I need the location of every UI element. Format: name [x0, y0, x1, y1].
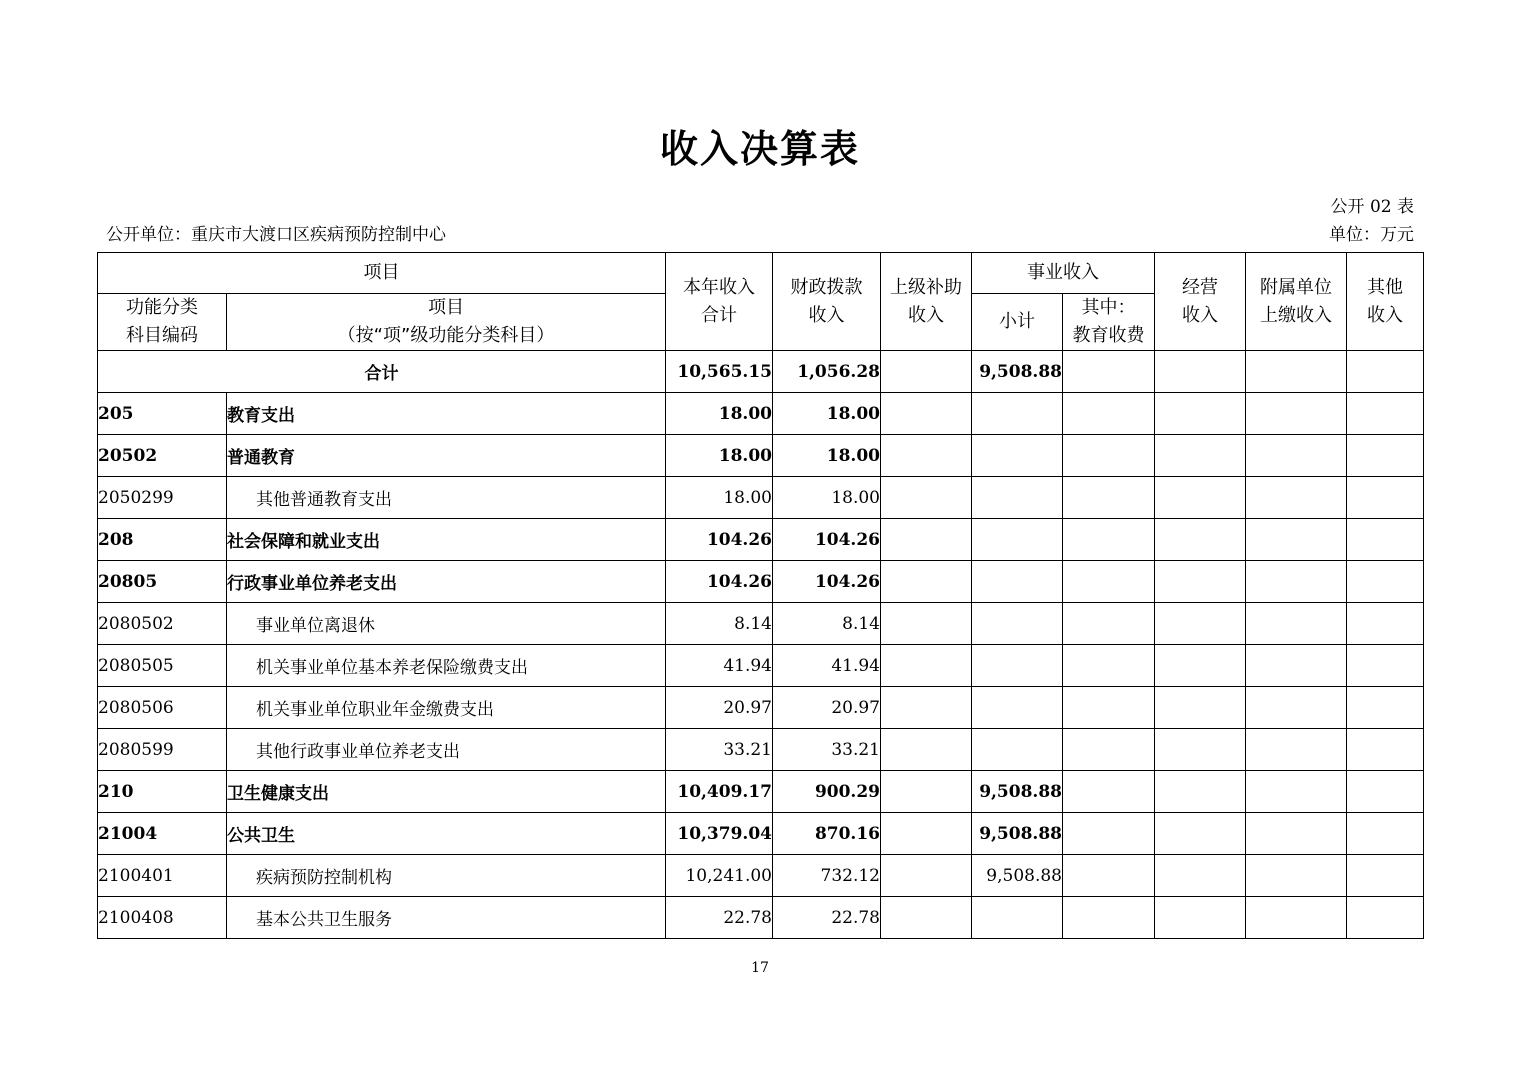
- function-code-cell: 208: [98, 519, 227, 561]
- function-code-cell: 20805: [98, 561, 227, 603]
- unit-of-measure: 单位：万元: [1329, 225, 1414, 245]
- total-cell: 10,379.04: [666, 813, 773, 855]
- item-name-cell: 基本公共卫生服务: [227, 897, 666, 939]
- table-row: [98, 603, 1424, 645]
- item-name-cell: 行政事业单位养老支出: [227, 561, 666, 603]
- other-cell: [1347, 729, 1424, 771]
- function-code-cell: 20502: [98, 435, 227, 477]
- operating-cell: [1155, 687, 1246, 729]
- header-project: 项目: [98, 253, 666, 294]
- total-cell: 10,241.00: [666, 855, 773, 897]
- edu-fee-cell: [1063, 477, 1155, 519]
- table-row: [98, 519, 1424, 561]
- other-cell: [1347, 393, 1424, 435]
- fiscal-cell: 104.26: [773, 561, 881, 603]
- table-row: [98, 771, 1424, 813]
- function-code-cell: 21004: [98, 813, 227, 855]
- header-item-name: 项目 （按“项”级功能分类科目）: [227, 294, 666, 351]
- header-operating-income: 经营 收入: [1155, 253, 1246, 351]
- table-row: [98, 393, 1424, 435]
- operating-cell: [1155, 897, 1246, 939]
- affiliated-cell: [1246, 519, 1347, 561]
- fiscal-cell: 33.21: [773, 729, 881, 771]
- header-subtotal: 小计: [972, 294, 1063, 351]
- superior-cell: [881, 435, 972, 477]
- reporting-unit: 公开单位：重庆市大渡口区疾病预防控制中心: [106, 225, 446, 245]
- subtotal-cell: [972, 393, 1063, 435]
- superior-cell: [881, 561, 972, 603]
- item-name-cell: 机关事业单位基本养老保险缴费支出: [227, 645, 666, 687]
- item-name-cell: 机关事业单位职业年金缴费支出: [227, 687, 666, 729]
- total-cell: 10,409.17: [666, 771, 773, 813]
- superior-cell: [881, 771, 972, 813]
- form-number: 公开 02 表: [1330, 197, 1414, 217]
- affiliated-cell: [1246, 855, 1347, 897]
- item-name-cell: 教育支出: [227, 393, 666, 435]
- other-cell: [1347, 897, 1424, 939]
- operating-cell: [1155, 519, 1246, 561]
- table-row: [98, 897, 1424, 939]
- item-name-cell: 社会保障和就业支出: [227, 519, 666, 561]
- edu-fee-cell: [1063, 813, 1155, 855]
- superior-cell: [881, 603, 972, 645]
- function-code-cell: 2080502: [98, 603, 227, 645]
- edu-fee-cell: [1063, 729, 1155, 771]
- header-other-income: 其他 收入: [1347, 253, 1424, 351]
- page-title: 收入决算表: [659, 127, 860, 171]
- other-cell: [1347, 519, 1424, 561]
- subtotal-cell: [972, 603, 1063, 645]
- fiscal-cell: 870.16: [773, 813, 881, 855]
- item-name-cell: 普通教育: [227, 435, 666, 477]
- fiscal-cell: 18.00: [773, 435, 881, 477]
- other-cell: [1347, 603, 1424, 645]
- superior-cell: [881, 645, 972, 687]
- subtotal-cell: [972, 477, 1063, 519]
- function-code-cell: 2080599: [98, 729, 227, 771]
- subtotal-cell: [972, 645, 1063, 687]
- total-row: [98, 351, 1424, 393]
- superior-cell: [881, 855, 972, 897]
- total-cell: 104.26: [666, 561, 773, 603]
- operating-cell: [1155, 477, 1246, 519]
- other-cell: [1347, 561, 1424, 603]
- affiliated-cell: [1246, 603, 1347, 645]
- table-row: [98, 645, 1424, 687]
- header-affiliated-income: 附属单位 上缴收入: [1246, 253, 1347, 351]
- header-education-fee: 其中： 教育收费: [1063, 294, 1155, 351]
- fiscal-cell: 104.26: [773, 519, 881, 561]
- operating-cell: [1155, 561, 1246, 603]
- affiliated-cell: [1246, 897, 1347, 939]
- total-cell: 8.14: [666, 603, 773, 645]
- other-cell: [1347, 687, 1424, 729]
- fiscal-cell: 900.29: [773, 771, 881, 813]
- header-fiscal-appropriation: 财政拨款 收入: [773, 253, 881, 351]
- fiscal-cell: 22.78: [773, 897, 881, 939]
- function-code-cell: 2100401: [98, 855, 227, 897]
- table-row: [98, 561, 1424, 603]
- subtotal-cell: 9,508.88: [972, 771, 1063, 813]
- total-cell: 20.97: [666, 687, 773, 729]
- table-row: [98, 687, 1424, 729]
- subtotal-cell: [972, 687, 1063, 729]
- item-name-cell: 卫生健康支出: [227, 771, 666, 813]
- affiliated-cell: [1246, 393, 1347, 435]
- operating-cell: [1155, 645, 1246, 687]
- edu-fee-cell: [1063, 771, 1155, 813]
- function-code-cell: 2050299: [98, 477, 227, 519]
- total-edu-fee-cell: [1063, 351, 1155, 393]
- header-superior-subsidy: 上级补助 收入: [881, 253, 972, 351]
- fiscal-cell: 18.00: [773, 393, 881, 435]
- superior-cell: [881, 519, 972, 561]
- other-cell: [1347, 771, 1424, 813]
- item-name-cell: 事业单位离退休: [227, 603, 666, 645]
- function-code-cell: 2100408: [98, 897, 227, 939]
- affiliated-cell: [1246, 645, 1347, 687]
- operating-cell: [1155, 855, 1246, 897]
- item-name-cell: 其他普通教育支出: [227, 477, 666, 519]
- subtotal-cell: 9,508.88: [972, 855, 1063, 897]
- table-row: [98, 729, 1424, 771]
- header-business-income: 事业收入: [972, 253, 1155, 294]
- operating-cell: [1155, 729, 1246, 771]
- operating-cell: [1155, 393, 1246, 435]
- page-number: 17: [751, 960, 769, 976]
- item-name-cell: 公共卫生: [227, 813, 666, 855]
- total-operating-cell: [1155, 351, 1246, 393]
- superior-cell: [881, 687, 972, 729]
- subtotal-cell: [972, 561, 1063, 603]
- edu-fee-cell: [1063, 561, 1155, 603]
- edu-fee-cell: [1063, 855, 1155, 897]
- operating-cell: [1155, 813, 1246, 855]
- operating-cell: [1155, 771, 1246, 813]
- affiliated-cell: [1246, 729, 1347, 771]
- total-cell: 104.26: [666, 519, 773, 561]
- header-function-code: 功能分类 科目编码: [98, 294, 227, 351]
- affiliated-cell: [1246, 771, 1347, 813]
- edu-fee-cell: [1063, 603, 1155, 645]
- total-subtotal-cell: 9,508.88: [972, 351, 1063, 393]
- total-other-cell: [1347, 351, 1424, 393]
- affiliated-cell: [1246, 435, 1347, 477]
- total-cell: 18.00: [666, 435, 773, 477]
- other-cell: [1347, 645, 1424, 687]
- fiscal-cell: 41.94: [773, 645, 881, 687]
- fiscal-cell: 18.00: [773, 477, 881, 519]
- other-cell: [1347, 477, 1424, 519]
- total-cell: 41.94: [666, 645, 773, 687]
- total-income-cell: 10,565.15: [666, 351, 773, 393]
- function-code-cell: 2080506: [98, 687, 227, 729]
- edu-fee-cell: [1063, 687, 1155, 729]
- function-code-cell: 210: [98, 771, 227, 813]
- table-row: [98, 477, 1424, 519]
- superior-cell: [881, 729, 972, 771]
- fiscal-cell: 20.97: [773, 687, 881, 729]
- income-final-accounts-table: [97, 252, 1424, 939]
- other-cell: [1347, 855, 1424, 897]
- operating-cell: [1155, 603, 1246, 645]
- affiliated-cell: [1246, 687, 1347, 729]
- subtotal-cell: [972, 897, 1063, 939]
- item-name-cell: 疾病预防控制机构: [227, 855, 666, 897]
- superior-cell: [881, 897, 972, 939]
- total-cell: 18.00: [666, 393, 773, 435]
- affiliated-cell: [1246, 813, 1347, 855]
- table-row: [98, 813, 1424, 855]
- function-code-cell: 205: [98, 393, 227, 435]
- total-superior-cell: [881, 351, 972, 393]
- edu-fee-cell: [1063, 435, 1155, 477]
- subtotal-cell: [972, 729, 1063, 771]
- total-cell: 22.78: [666, 897, 773, 939]
- edu-fee-cell: [1063, 645, 1155, 687]
- total-cell: 33.21: [666, 729, 773, 771]
- total-cell: 18.00: [666, 477, 773, 519]
- subtotal-cell: [972, 435, 1063, 477]
- other-cell: [1347, 435, 1424, 477]
- item-name-cell: 其他行政事业单位养老支出: [227, 729, 666, 771]
- fiscal-cell: 8.14: [773, 603, 881, 645]
- header-total-income: 本年收入 合计: [666, 253, 773, 351]
- operating-cell: [1155, 435, 1246, 477]
- table-row: [98, 435, 1424, 477]
- superior-cell: [881, 393, 972, 435]
- edu-fee-cell: [1063, 393, 1155, 435]
- total-label: 合计: [98, 351, 666, 393]
- table-row: [98, 855, 1424, 897]
- affiliated-cell: [1246, 561, 1347, 603]
- other-cell: [1347, 813, 1424, 855]
- affiliated-cell: [1246, 477, 1347, 519]
- superior-cell: [881, 813, 972, 855]
- subtotal-cell: 9,508.88: [972, 813, 1063, 855]
- total-affiliated-cell: [1246, 351, 1347, 393]
- fiscal-cell: 732.12: [773, 855, 881, 897]
- edu-fee-cell: [1063, 519, 1155, 561]
- subtotal-cell: [972, 519, 1063, 561]
- edu-fee-cell: [1063, 897, 1155, 939]
- total-fiscal-cell: 1,056.28: [773, 351, 881, 393]
- function-code-cell: 2080505: [98, 645, 227, 687]
- superior-cell: [881, 477, 972, 519]
